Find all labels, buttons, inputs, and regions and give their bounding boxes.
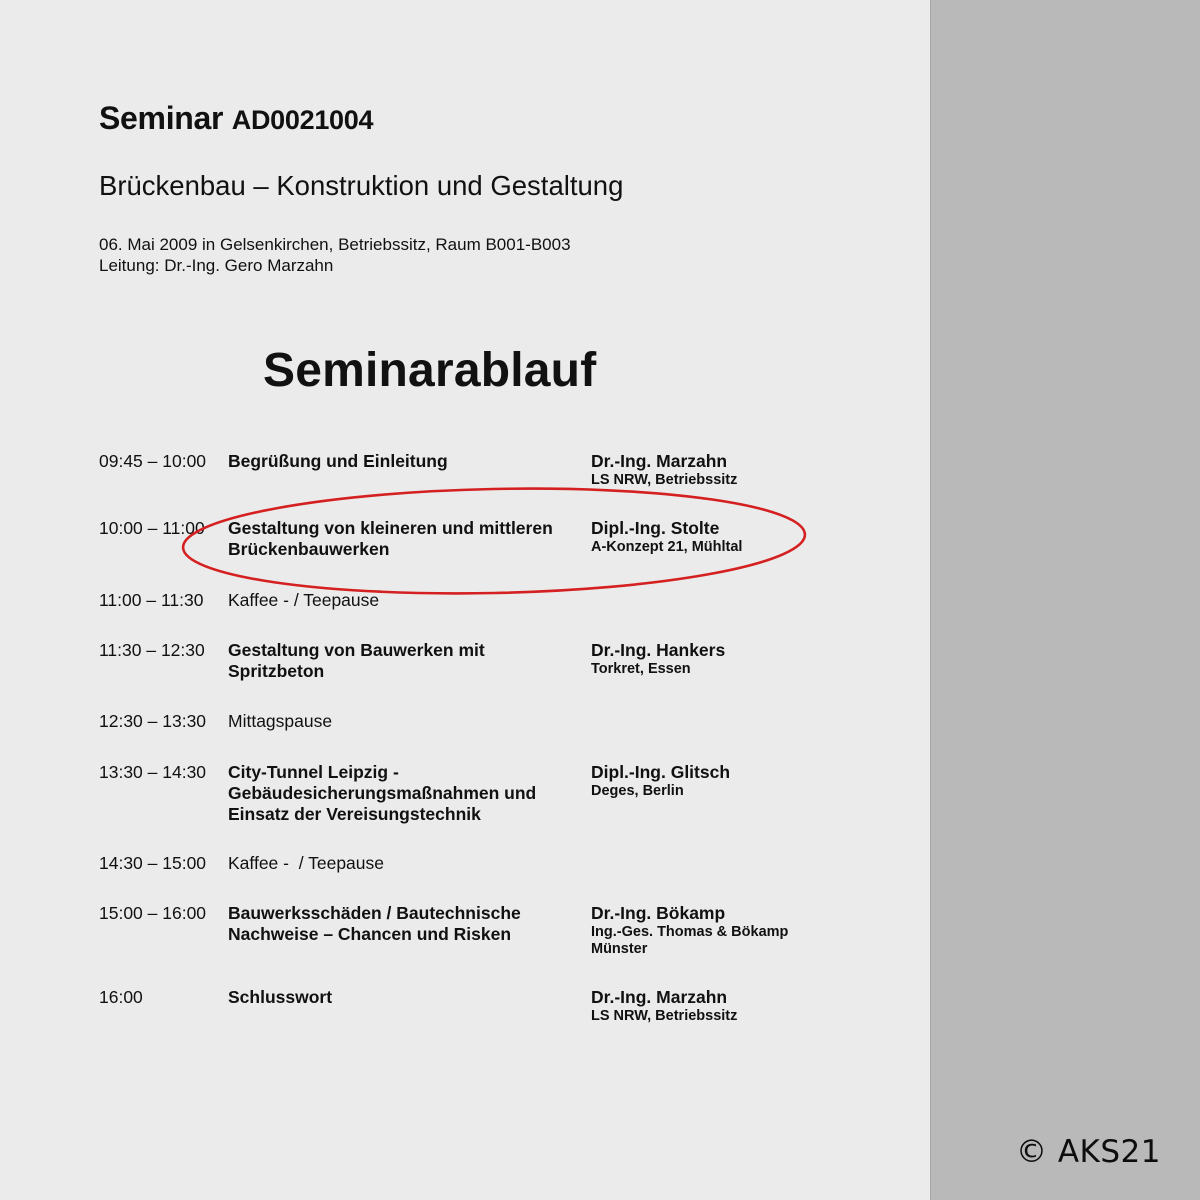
agenda-speaker [591, 640, 831, 678]
date-location: 06. Mai 2009 in Gelsenkirchen, Betriebssitz, Raum B001-B003 [99, 235, 571, 254]
speaker-name: Dipl.-Ing. Glitsch [591, 762, 731, 782]
agenda-topic: Begrüßung und Einleitung [228, 451, 448, 471]
speaker-org: A-Konzept 21, Mühltal [591, 539, 743, 555]
agenda-time: 11:00 – 11:30 [99, 590, 204, 610]
agenda-topic: Schlusswort [228, 987, 333, 1007]
agenda-speaker [591, 518, 831, 556]
speaker-name: Dipl.-Ing. Stolte [591, 518, 720, 538]
leitung: Leitung: Dr.-Ing. Gero Marzahn [99, 256, 334, 275]
agenda-topic: Kaffee - / Teepause [228, 853, 384, 873]
speaker-name: Dr.-Ing. Bökamp [591, 903, 726, 923]
seminar-code: AD0021004 [231, 105, 374, 135]
seminar-heading [99, 100, 373, 137]
agenda-title: Seminarablauf [263, 344, 597, 397]
agenda-time: 09:45 – 10:00 [99, 451, 207, 471]
speaker-org: Torkret, Essen [591, 661, 691, 677]
speaker-org: LS NRW, Betriebssitz [591, 1008, 738, 1024]
agenda-topic: Kaffee - / Teepause [228, 590, 380, 610]
agenda-topic: City-Tunnel Leipzig - Gebäudesicherungsmaßnahmen und Einsatz der Vereisungstechnik [228, 762, 537, 824]
side-panel [930, 0, 1200, 1200]
agenda-speaker [591, 903, 831, 958]
copyright-watermark: © AKS21 [1015, 1134, 1161, 1170]
speaker-org: LS NRW, Betriebssitz [591, 472, 738, 488]
speaker-name: Dr.-Ing. Hankers [591, 640, 726, 660]
agenda-time: 12:30 – 13:30 [99, 711, 207, 731]
agenda-time: 14:30 – 15:00 [99, 853, 207, 873]
agenda-time: 10:00 – 11:00 [99, 518, 205, 538]
agenda-topic: Gestaltung von Bauwerken mit Spritzbeton [228, 640, 485, 681]
seminar-meta [99, 234, 571, 276]
agenda-topic: Bauwerksschäden / Bautechnische Nachweise – Chancen und Risken [228, 903, 521, 944]
agenda-speaker [591, 762, 831, 800]
speaker-name: Dr.-Ing. Marzahn [591, 987, 728, 1007]
agenda-speaker [591, 987, 831, 1025]
agenda-topic: Mittagspause [228, 711, 333, 731]
agenda-topic: Gestaltung von kleineren und mittleren Brückenbauwerken [228, 518, 553, 559]
seminar-label: Seminar [99, 100, 224, 136]
agenda-time: 13:30 – 14:30 [99, 762, 207, 782]
agenda-time: 15:00 – 16:00 [99, 903, 207, 923]
agenda-time: 11:30 – 12:30 [99, 640, 205, 660]
agenda-speaker [591, 451, 831, 489]
agenda-time: 16:00 [99, 987, 143, 1007]
speaker-org: Ing.-Ges. Thomas & Bökamp Münster [591, 924, 789, 957]
speaker-name: Dr.-Ing. Marzahn [591, 451, 728, 471]
speaker-org: Deges, Berlin [591, 783, 684, 799]
seminar-subtitle: Brückenbau – Konstruktion und Gestaltung [99, 170, 624, 201]
